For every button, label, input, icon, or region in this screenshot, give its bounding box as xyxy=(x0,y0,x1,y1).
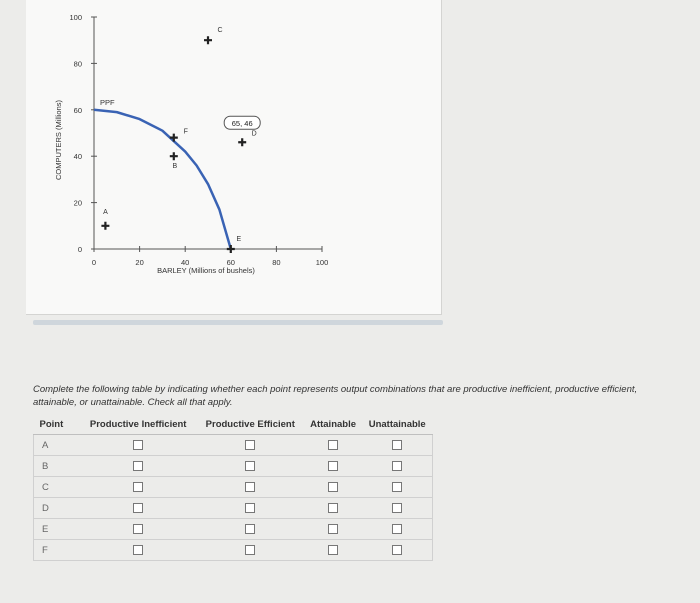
cell-productive-inefficient xyxy=(80,435,196,456)
cell-attainable xyxy=(304,498,362,519)
cell-attainable xyxy=(304,519,362,540)
y-tick-label: 20 xyxy=(73,198,82,208)
point-a-label: A xyxy=(103,208,108,216)
cell-productive-inefficient xyxy=(80,498,196,519)
y-axis-label: COMPUTERS (Millions) xyxy=(54,99,63,181)
ppf-label: PPF xyxy=(100,97,115,107)
checkbox-c-productive-inefficient[interactable] xyxy=(133,482,143,492)
checkbox-b-productive-efficient[interactable] xyxy=(245,461,255,471)
checkbox-a-productive-inefficient[interactable] xyxy=(133,440,143,450)
checkbox-e-productive-inefficient[interactable] xyxy=(133,524,143,534)
cell-productive-inefficient xyxy=(80,477,196,498)
point-label: D xyxy=(34,498,81,519)
cell-productive-efficient xyxy=(196,498,304,519)
header-unattainable: Unattainable xyxy=(362,414,433,435)
table-row xyxy=(34,519,433,540)
x-tick-label: 0 xyxy=(91,258,97,267)
header-productive-efficient: Productive Efficient xyxy=(196,414,304,435)
cell-productive-inefficient xyxy=(80,456,196,477)
y-tick-label: 100 xyxy=(69,13,82,22)
point-d-label: D xyxy=(251,130,257,138)
point-e-label: E xyxy=(236,236,242,243)
point-f-label: F xyxy=(183,128,188,136)
checkbox-d-attainable[interactable] xyxy=(328,503,338,513)
checkbox-b-attainable[interactable] xyxy=(328,461,338,471)
point-b-label: B xyxy=(172,163,178,171)
cell-productive-efficient xyxy=(196,477,304,498)
checkbox-d-productive-efficient[interactable] xyxy=(245,503,255,513)
graph-panel xyxy=(26,0,442,315)
checkbox-f-unattainable[interactable] xyxy=(392,545,402,555)
answer-table xyxy=(33,414,433,561)
table-row xyxy=(34,456,433,477)
table-row xyxy=(34,498,433,519)
ppf-chart xyxy=(26,0,441,314)
checkbox-a-attainable[interactable] xyxy=(328,440,338,450)
point-b-marker[interactable] xyxy=(170,152,178,160)
checkbox-d-unattainable[interactable] xyxy=(392,503,402,513)
point-label: E xyxy=(34,519,81,540)
cell-productive-inefficient xyxy=(80,519,196,540)
table-row xyxy=(34,477,433,498)
point-c-label: C xyxy=(217,27,223,35)
cell-unattainable xyxy=(362,519,433,540)
checkbox-f-productive-inefficient[interactable] xyxy=(133,545,143,555)
coordinate-callout-text: 65, 46 xyxy=(231,118,253,128)
point-label: A xyxy=(34,435,81,456)
cell-productive-efficient xyxy=(196,540,304,561)
x-tick-label: 100 xyxy=(315,258,329,267)
checkbox-c-productive-efficient[interactable] xyxy=(245,482,255,492)
table-row xyxy=(34,435,433,456)
checkbox-f-productive-efficient[interactable] xyxy=(245,545,255,555)
cell-productive-efficient xyxy=(196,435,304,456)
ppf-curve xyxy=(94,110,231,249)
point-label: B xyxy=(34,456,81,477)
cell-attainable xyxy=(304,540,362,561)
point-a-marker[interactable] xyxy=(101,222,109,230)
cell-attainable xyxy=(304,477,362,498)
checkbox-c-attainable[interactable] xyxy=(328,482,338,492)
checkbox-e-productive-efficient[interactable] xyxy=(245,524,255,534)
y-tick-label: 60 xyxy=(73,105,82,115)
checkbox-b-productive-inefficient[interactable] xyxy=(133,461,143,471)
x-tick-label: 60 xyxy=(226,258,235,267)
cell-productive-efficient xyxy=(196,519,304,540)
cell-attainable xyxy=(304,435,362,456)
x-tick-label: 40 xyxy=(181,258,190,267)
table-row xyxy=(34,540,433,561)
cell-unattainable xyxy=(362,456,433,477)
cell-productive-inefficient xyxy=(80,540,196,561)
instructions-text: Complete the following table by indicating whether each point represents output combinations that are productive inefficient, productive efficient, attainable, or unattainable. Check all that apply. xyxy=(33,384,638,408)
checkbox-c-unattainable[interactable] xyxy=(392,482,402,492)
section-divider xyxy=(33,320,443,325)
checkbox-a-unattainable[interactable] xyxy=(392,440,402,450)
cell-unattainable xyxy=(362,498,433,519)
checkbox-a-productive-efficient[interactable] xyxy=(245,440,255,450)
point-f-marker[interactable] xyxy=(170,134,178,142)
cell-productive-efficient xyxy=(196,456,304,477)
point-label: F xyxy=(34,540,81,561)
x-axis-label: BARLEY (Millions of bushels) xyxy=(157,266,255,275)
header-attainable: Attainable xyxy=(304,414,362,435)
cell-unattainable xyxy=(362,435,433,456)
y-tick-label: 40 xyxy=(73,152,82,162)
checkbox-b-unattainable[interactable] xyxy=(392,461,402,471)
header-point: Point xyxy=(34,414,81,435)
cell-unattainable xyxy=(362,477,433,498)
table-header-row xyxy=(34,414,433,435)
checkbox-d-productive-inefficient[interactable] xyxy=(133,503,143,513)
checkbox-e-unattainable[interactable] xyxy=(392,524,402,534)
checkbox-f-attainable[interactable] xyxy=(328,545,338,555)
cell-unattainable xyxy=(362,540,433,561)
checkbox-e-attainable[interactable] xyxy=(328,524,338,534)
x-tick-label: 80 xyxy=(272,258,281,267)
point-label: C xyxy=(34,477,81,498)
point-c-marker[interactable] xyxy=(204,36,212,44)
point-e-marker[interactable] xyxy=(227,245,235,253)
point-d-marker[interactable] xyxy=(238,138,246,146)
header-productive-inefficient: Productive Inefficient xyxy=(80,414,196,435)
y-tick-label: 80 xyxy=(73,59,82,69)
x-tick-label: 20 xyxy=(135,258,144,267)
cell-attainable xyxy=(304,456,362,477)
y-tick-label: 0 xyxy=(77,245,82,254)
